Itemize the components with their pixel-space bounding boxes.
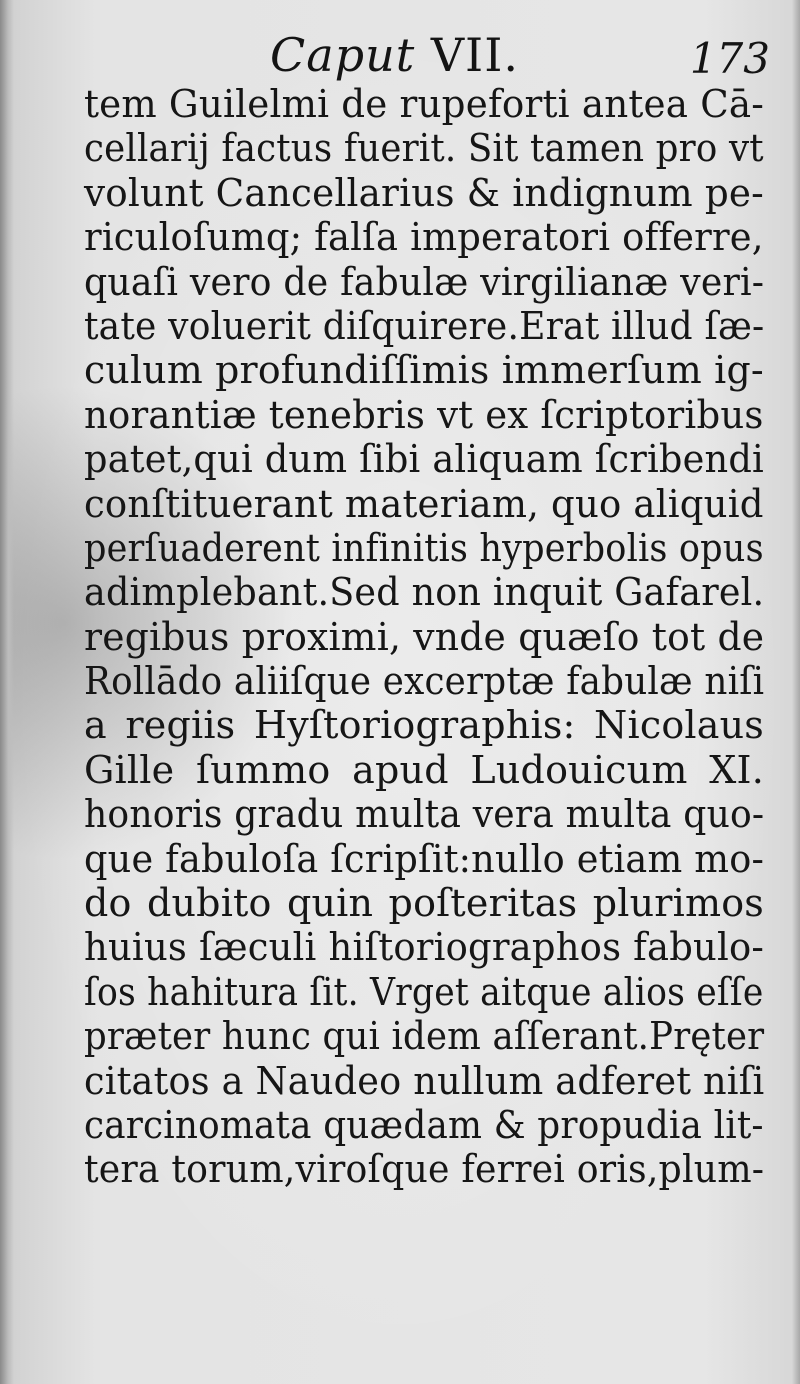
text-line: perſuaderent infinitis hyperbolis opus xyxy=(84,525,764,570)
text-line: huius ſæculi hiſtoriographos fabulo- xyxy=(84,925,765,970)
body-text xyxy=(84,82,764,1192)
page-edge-shadow xyxy=(792,0,800,1384)
text-line: volunt Cancellarius & indignum pe- xyxy=(84,170,764,215)
text-line: a regiis Hyſtoriographis: Nicolaus xyxy=(84,703,764,748)
page-number: 173 xyxy=(689,34,770,83)
text-line: cellarij factus fuerit. Sit tamen pro vt xyxy=(84,126,764,171)
text-line: tera torum,viroſque ferrei oris,plum- xyxy=(84,1147,765,1192)
running-head xyxy=(270,28,519,82)
running-head-numeral: VII. xyxy=(430,28,519,82)
text-line: citatos a Naudeo nullum adferet niſi xyxy=(84,1058,765,1103)
text-line: patet,qui dum ſibi aliquam ſcribendi xyxy=(84,437,764,482)
page-header xyxy=(80,28,770,88)
text-line: culum profundiſſimis immerſum ig- xyxy=(84,348,764,393)
text-line: præter hunc qui idem aſſerant.Pręter xyxy=(84,1014,765,1059)
text-line: tem Guilelmi de rupeforti antea Cā- xyxy=(84,82,765,126)
text-line: conſtituerant materiam, quo aliquid xyxy=(84,481,764,526)
text-line: do dubito quin poſteritas plurimos xyxy=(84,881,764,926)
text-line: honoris gradu multa vera multa quo- xyxy=(84,792,765,837)
text-line: adimplebant.Sed non inquit Gafarel. xyxy=(84,570,765,615)
page-gutter-shadow xyxy=(0,0,14,1384)
text-line: ſos hahitura ſit. Vrget aitque alios eſſe xyxy=(84,969,764,1014)
text-line: quaſi vero de fabulæ virgilianæ veri- xyxy=(84,259,765,304)
text-line: tate voluerit diſquirere.Erat illud ſæ- xyxy=(84,303,765,348)
text-line: norantiæ tenebris vt ex ſcriptoribus xyxy=(84,392,764,437)
text-line: carcinomata quædam & propudia lit- xyxy=(84,1102,764,1147)
text-line: Gille ſummo apud Ludouicum XI. xyxy=(84,747,764,792)
running-head-prefix: Caput xyxy=(270,28,416,82)
text-line: regibus proximi, vnde quæſo tot de xyxy=(84,614,765,659)
text-line: Rollādo aliiſque excerptæ fabulæ niſi xyxy=(84,659,765,704)
text-line: que fabuloſa ſcripſit:nullo etiam mo- xyxy=(84,836,765,881)
text-line: riculoſumq; falſa imperatori offerre, xyxy=(84,215,764,260)
